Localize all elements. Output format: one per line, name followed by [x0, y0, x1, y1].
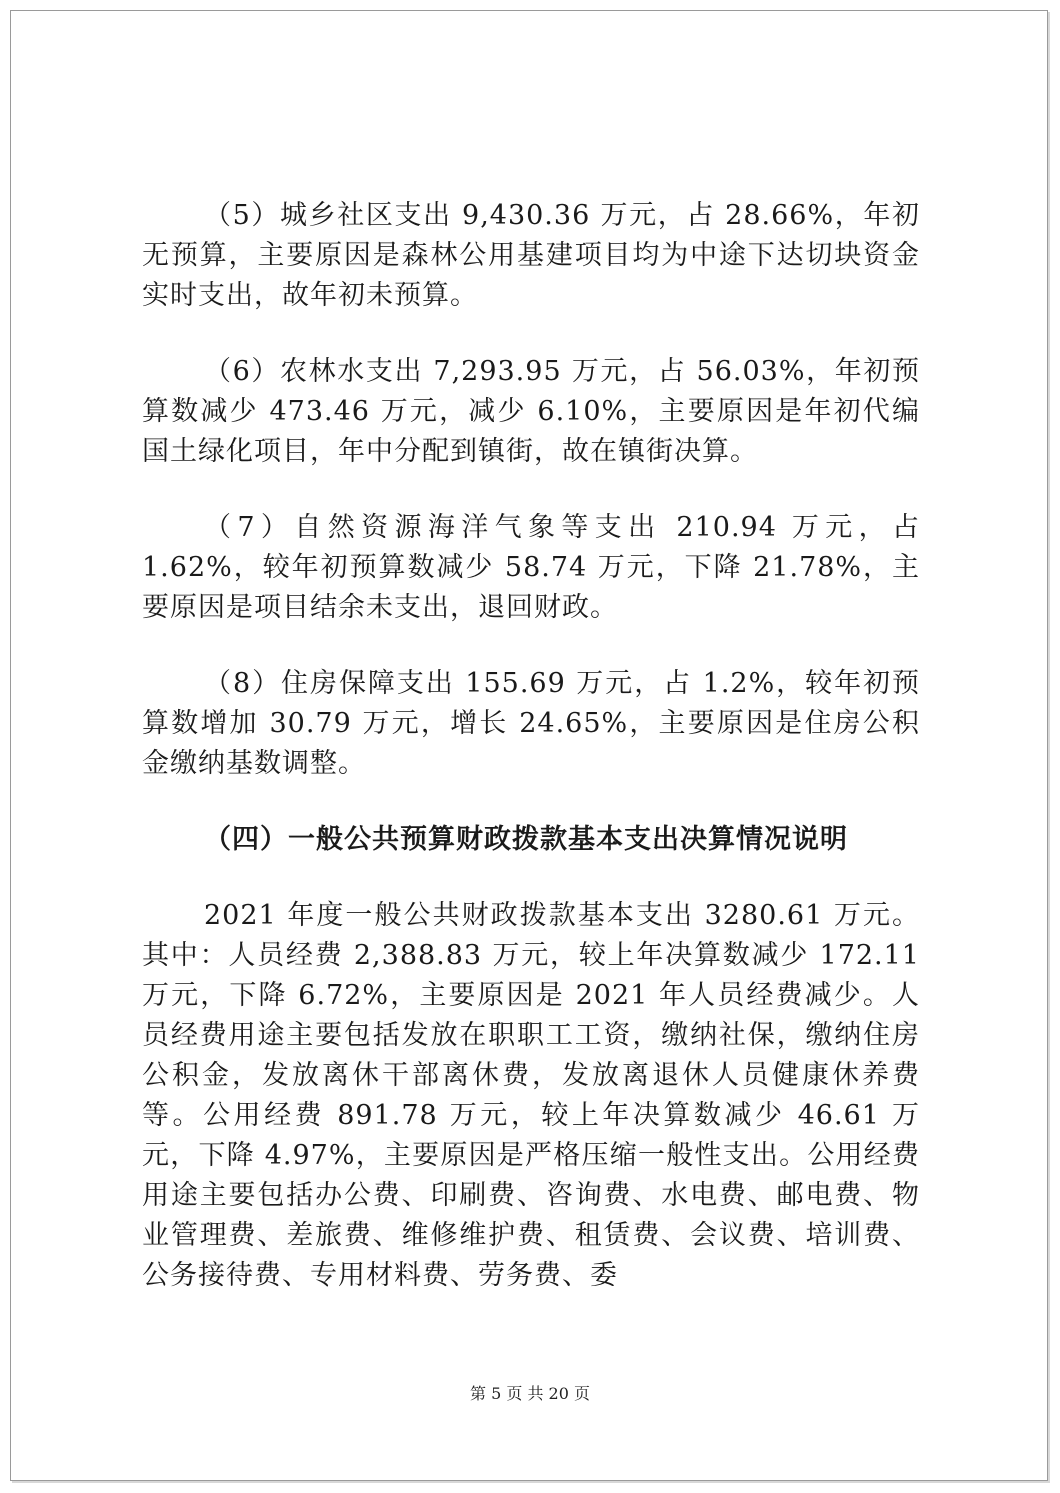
- page-footer: 第 5 页 共 20 页: [470, 1384, 590, 1403]
- paragraph-8-housing: （8）住房保障支出 155.69 万元，占 1.2%，较年初预算数增加 30.79 万元，增长 24.65%，主要原因是住房公积金缴纳基数调整。: [142, 668, 920, 779]
- paragraph-7-natural-resources: （7）自然资源海洋气象等支出 210.94 万元，占 1.62%，较年初预算数减少 58.74 万元，下降 21.78%，主要原因是项目结余未支出，退回财政。: [142, 512, 920, 623]
- paragraph-5-urban-rural: （5）城乡社区支出 9,430.36 万元，占 28.66%，年初无预算，主要原因是森林公用基建项目均为中途下达切块资金实时支出，故年初未预算。: [142, 200, 920, 311]
- document-body: [142, 196, 920, 1332]
- section-heading: （四）一般公共预算财政拨款基本支出决算情况说明: [204, 824, 848, 855]
- paragraph-6-agriculture: （6）农林水支出 7,293.95 万元，占 56.03%，年初预算数减少 473.46 万元，减少 6.10%，主要原因是年初代编国土绿化项目，年中分配到镇街，故在镇街决算。: [142, 356, 920, 467]
- paragraph-basic-expenditure: 2021 年度一般公共财政拨款基本支出 3280.61 万元。其中：人员经费 2,388.83 万元，较上年决算数减少 172.11 万元，下降 6.72%，主要原因是 2021 年人员经费减少。人员经费用途主要包括发放在职职工工资，缴纳社保，缴纳住房公积金，发放离休干部离休费，发放离退休人员健康休养费等。公用经费 891.78 万元，较上年决算数减少 46.61 万元，下降 4.97%，主要原因是严格压缩一般性支出。公用经费用途主要包括办公费、印刷费、咨询费、水电费、邮电费、物业管理费、差旅费、维修维护费、租赁费、会议费、培训费、公务接待费、专用材料费、劳务费、委: [142, 900, 920, 1291]
